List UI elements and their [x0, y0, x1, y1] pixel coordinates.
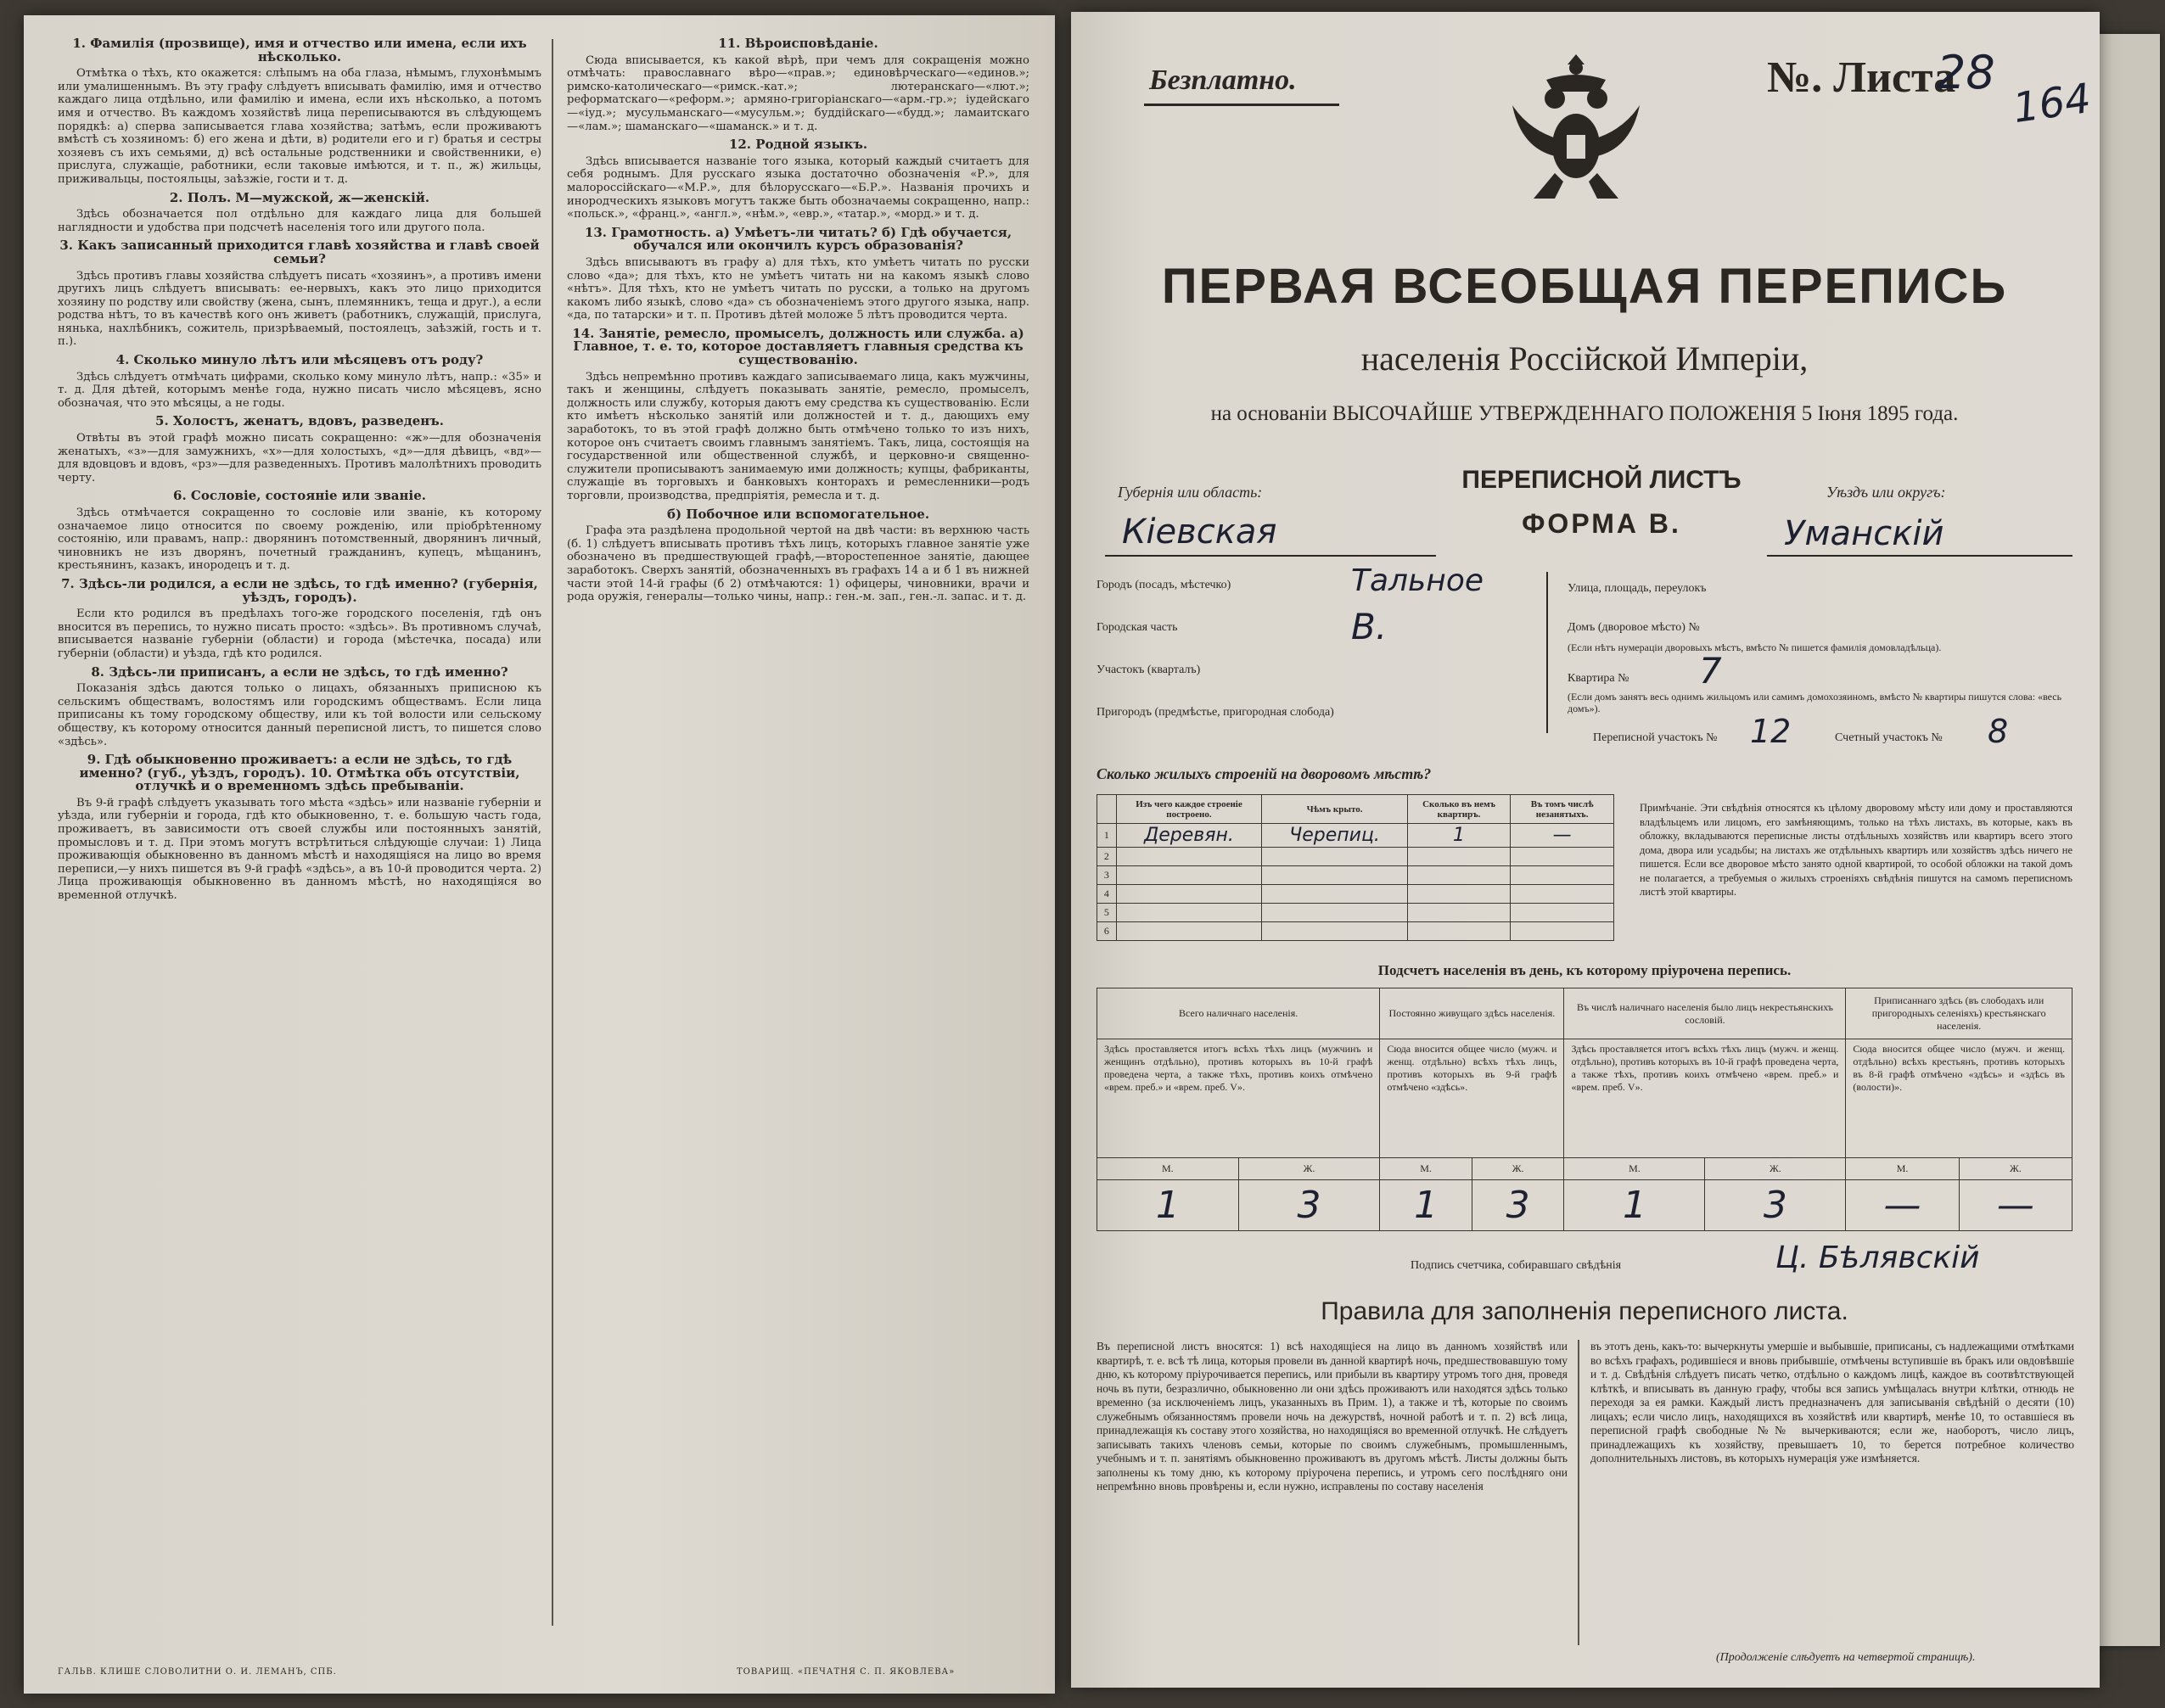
house-label: Домъ (дворовое мѣсто) №	[1568, 621, 1700, 634]
tally-m-value: 1	[1564, 1180, 1705, 1231]
buildings-col-flats: Сколько въ немъ квартиръ.	[1407, 795, 1510, 824]
column1-heading: 6. Сословіе, состояніе или званіе.	[173, 488, 426, 504]
tally-col-head: Постоянно живущаго здѣсь населенія.	[1380, 988, 1564, 1039]
column1-heading: 1. Фамилія (прозвище), имя и отчество или имена, если ихъ нѣсколько.	[72, 36, 527, 64]
tally-m-value: —	[1846, 1180, 1959, 1231]
left-page	[24, 15, 1055, 1694]
rules-left-column: Въ переписной листъ вносятся: 1) всѣ находящіеся на лицо въ данномъ хозяйствѣ или квартирѣ, т. е. всѣ тѣ лица, которыя провели въ данной квартирѣ ночь, предшествовавшую тому дню, къ которому пріурочивается перепись, или прибыли въ квартиру утромъ того дня, проведя ночь въ пути, безразлично, обыкновенно ли они здѣсь проживаютъ или находятся здѣсь только временно (за исключеніемъ лицъ, указанныхъ въ Прим. 1), а также и тѣ, которые по своимъ служебнымъ обязанностямъ провели ночь на дежурствѣ, ночной работѣ и т. п. 2) всѣ лица, принадлежащія къ составу этого хозяйства, но находящіяся во временной отлучкѣ. Не слѣдуетъ записывать такихъ членовъ семьи, которые по своимъ служебнымъ, промышленнымъ, учебнымъ и т. п. занятіямъ обыкновенно проживаютъ въ другомъ мѣстѣ. Листы должны быть заполнены къ тому дню, къ которому пріурочена перепись, и утромъ сего послѣдняго они непремѣнно вновь провѣрены и, если нужно, исправлены по составу населенія	[1097, 1340, 1568, 1492]
buildings-cell-vacant	[1511, 904, 1614, 922]
suburb-label: Пригородъ (предмѣстье, пригородная слобода)	[1097, 706, 1334, 719]
buildings-cell-material	[1116, 922, 1262, 941]
buildings-cell-n: 1	[1097, 824, 1117, 848]
column1-heading: 4. Сколько минуло лѣтъ или мѣсяцевъ отъ роду?	[115, 352, 484, 368]
column2-text: Здѣсь непремѣнно противъ каждаго записываемаго лица, какъ мужчины, такъ и женщины, слѣдуетъ показывать занятіе, ремесло, промыселъ, должность или службу, которыя даютъ ему средства къ существованію. Если кто имѣетъ нѣсколько занятій или должностей и т. д., дающихъ ему заработокъ, то въ этой графѣ должно быть отмѣчено только то изъ нихъ, которое онъ считаетъ своимъ главнымъ занятіемъ. Такъ, лица, состоящія на государственной или общественной службѣ, и церковно-и священно-служители прописываютъ занимаемую ими должность; купцы, фабриканты, служащіе въ торговыхъ и банковыхъ конторахъ и ремесленники—родъ торговли, производства, предпріятія, ремесла и т. д.	[567, 370, 1029, 502]
column1-heading: 3. Какъ записанный приходится главѣ хозяйства и главѣ своей семьи?	[59, 238, 540, 266]
instructions-column-2	[567, 32, 1029, 606]
uezd-value: Уманскій	[1784, 514, 1944, 553]
tally-m-label: М.	[1380, 1158, 1472, 1180]
city-part-label: Городская часть	[1097, 621, 1178, 634]
tally-m-label: М.	[1097, 1158, 1239, 1180]
buildings-cell-material	[1116, 866, 1262, 885]
buildings-row	[1097, 824, 1614, 848]
buildings-col-num	[1097, 795, 1117, 824]
column1-heading: 5. Холостъ, женатъ, вдовъ, разведенъ.	[155, 413, 444, 429]
tally-f-label: Ж.	[1238, 1158, 1380, 1180]
gubernia-line	[1105, 555, 1436, 557]
buildings-cell-n: 4	[1097, 885, 1117, 904]
buildings-row	[1097, 922, 1614, 941]
city-value: Тальное	[1351, 563, 1484, 598]
rules-divider	[1578, 1340, 1579, 1645]
column-divider	[552, 39, 553, 1626]
column1-text: Здѣсь противъ главы хозяйства слѣдуетъ писать «хозяинъ», а противъ имени другихъ лицъ слѣдуетъ вписывать: ее-нервыхъ, какъ это лицо приходится хозяину по родству или свойству (жена, сынъ, племянникъ, теща и друг.), а если родства нѣтъ, то въ качествѣ кого онъ живетъ (работникъ, служащій, прислуга, нянька, нахлѣбникъ, сожитель, призрѣваемый, постоялецъ, заѣзжій, гость и т. п.).	[58, 269, 541, 349]
sheet-number-label: №. Листа	[1767, 53, 1956, 102]
signature-value: Ц. Бѣлявскій	[1775, 1240, 1980, 1275]
buildings-col-roof: Чѣмъ крыто.	[1262, 795, 1408, 824]
buildings-cell-n: 6	[1097, 922, 1117, 941]
column1-text: Здѣсь отмѣчается сокращенно то сословіе или званіе, къ которому означаемое лицо относится по своему рожденію, или пріобрѣтенному состоянію, или правамъ, напр.: дворянинъ потомственный, дворянинъ личный, чиновникъ не изъ дворянъ, почетный гражданинъ, купецъ, мѣщанинъ, крестьянинъ, казакъ, инородецъ и т. д.	[58, 507, 541, 573]
column1-text: Здѣсь слѣдуетъ отмѣчать цифрами, сколько кому минуло лѣтъ, напр.: «35» и т. д. Для дѣтей, которымъ менѣе года, нужно писать число мѣсяцевъ, ясно обозначая, что это мѣсяцы, а не годы.	[58, 370, 541, 410]
column1-heading: 9. Гдѣ обыкновенно проживаетъ: а если не здѣсь, то гдѣ именно? (губ., уѣздъ, городъ). 10. Отмѣтка объ отсутствіи, отлучкѣ и о временномъ здѣсь пребываніи.	[79, 752, 520, 794]
column1-heading: 7. Здѣсь-ли родился, а если не здѣсь, то гдѣ именно? (губернія, уѣздъ, городъ).	[61, 575, 538, 605]
buildings-cell-flats	[1407, 848, 1510, 866]
column1-text: Если кто родился въ предѣлахъ того-же городского поселенія, гдѣ онъ вносится въ перепись, то нужно писать просто: «здѣсь». Въ противномъ случаѣ, вписывается названіе губерніи (области) и города (мѣстечка, посада) или губерніи (области) и уѣзда, гдѣ кто родился.	[58, 608, 541, 660]
column1-heading: 2. Полъ. М—мужской, ж—женскій.	[169, 189, 430, 205]
tally-col-head: Всего наличнаго населенія.	[1097, 988, 1380, 1039]
buildings-cell-flats	[1407, 922, 1510, 941]
tally-m-label: М.	[1564, 1158, 1705, 1180]
buildings-cell-material	[1116, 848, 1262, 866]
city-label: Городъ (посадъ, мѣстечко)	[1097, 579, 1231, 591]
buildings-cell-flats	[1407, 866, 1510, 885]
buildings-col-vacant: Въ томъ числѣ незанятыхъ.	[1511, 795, 1614, 824]
buildings-cell-flats: 1	[1407, 824, 1510, 848]
sheet-number-value: 28	[1937, 46, 1995, 99]
gubernia-value: Кіевская	[1122, 512, 1277, 552]
buildings-row	[1097, 904, 1614, 922]
tally-m-value: 1	[1380, 1180, 1472, 1231]
uezd-label: Уѣздъ или округъ:	[1826, 484, 1946, 501]
column1-text: Въ 9-й графѣ слѣдуетъ указывать того мѣста «здѣсь» или названіе губерніи и уѣзда, или губерніи и города, гдѣ кто обыкновенно, т. е. большую часть года, проживаетъ, въ зависимости отъ своей службы или постоянныхъ занятій, промысловъ и т. д. При этомъ могутъ встрѣтиться слѣдующіе случаи: 1) Лица проживающія обыкновенно въ данномъ мѣстѣ и находящіяся на лицо во время переписи,—у нихъ пишется въ 9-й графѣ «здѣсь», а въ 10-й проводится черта. 2) Лица проживающія обыкновенно въ данномъ мѣстѣ, но находящіяся во временной отлучкѣ.	[58, 796, 541, 903]
tally-col-head: Приписаннаго здѣсь (въ слободахъ или пригородныхъ селеніяхъ) крестьянскаго населенія.	[1846, 988, 2072, 1039]
buildings-cell-n: 2	[1097, 848, 1117, 866]
flat-note: (Если домъ занятъ весь однимъ жильцомъ или самимъ домохозяиномъ, вмѣсто № квартиры пишутся слова: «весь домъ»).	[1568, 691, 2062, 714]
flat-label: Квартира №	[1568, 672, 1629, 685]
tally-f-value: 3	[1472, 1180, 1564, 1231]
district-label: Участокъ (кварталъ)	[1097, 664, 1201, 676]
buildings-cell-flats	[1407, 904, 1510, 922]
column2-text: Здѣсь вписываютъ въ графу а) для тѣхъ, кто умѣетъ читать по русски слово «да»; для тѣхъ, кто не умѣетъ читать ни на какомъ языкѣ слово «нѣтъ». Для тѣхъ, кто не умѣетъ читать по русски, а только на другомъ какомъ либо языкѣ, слово «да» съ обозначеніемъ этого другого языка, напр. «да, по татарски» и т. п. Противъ дѣтей моложе 5 лѣтъ проводится черта.	[567, 255, 1029, 322]
rules-title: Правила для заполненія переписного листа.	[1321, 1297, 1848, 1325]
rules-continued: (Продолженіе слѣдуетъ на четвертой страницѣ).	[1716, 1651, 1976, 1664]
census-district-label: Переписной участокъ №	[1593, 731, 1718, 744]
tally-table	[1097, 988, 2072, 1231]
counting-district-label: Счетный участокъ №	[1835, 731, 1943, 744]
column2-text: Графа эта раздѣлена продольной чертой на двѣ части: въ верхнюю часть (б. 1) слѣдуетъ вписывать противъ тѣхъ лицъ, которыхъ главное занятіе уже обозначено въ предшествующей графѣ,—второстепенное занятіе, дающее заработокъ. Сверхъ занятій, обозначенныхъ въ графахъ 14 а и б 1 въ нижней части этой 14-й графы (б 2) отмѣчаются: 1) офицеры, чиновники, врачи и рода оружія, генералы—только чины, напр.: ген.-м. зап., ген.-л. запас. и т. д.	[567, 524, 1029, 604]
column2-heading: б) Побочное или вспомогательное.	[666, 506, 930, 522]
column1-text: Отвѣты въ этой графѣ можно писать сокращенно: «ж»—для обозначенія женатыхъ, «з»—для замужнихъ, «х»—для холостыхъ, «д»—для дѣвицъ, «вд»—для вдовцовъ и вдовъ, «рз»—для разведенныхъ. Противъ малолѣтнихъ проводить черту.	[58, 432, 541, 484]
tally-f-value: 3	[1238, 1180, 1380, 1231]
gubernia-label: Губернія или область:	[1118, 484, 1263, 501]
printer-footer-left: ГАЛЬВ. КЛИШЕ СЛОВОЛИТНИ О. И. ЛЕМАНЪ, СПБ.	[58, 1667, 337, 1677]
tally-title: Подсчетъ населенія въ день, къ которому пріурочена перепись.	[1377, 962, 1792, 978]
census-district-value: 12	[1750, 713, 1792, 750]
tally-col-desc: Сюда вносится общее число (мужч. и женщ. отдѣльно) всѣхъ крестьянъ, противъ которыхъ въ 8-й графѣ отмѣчено «здѣсь» и «здѣсь въ (волости)».	[1846, 1039, 2072, 1158]
tally-f-label: Ж.	[1959, 1158, 2072, 1180]
buildings-cell-material	[1116, 885, 1262, 904]
buildings-cell-vacant	[1511, 922, 1614, 941]
tally-col-desc: Сюда вносится общее число (мужч. и женщ. отдѣльно) всѣхъ тѣхъ лицъ, противъ которыхъ въ 9-й графѣ отмѣчено «здѣсь».	[1380, 1039, 1564, 1158]
house-note: (Если нѣтъ нумераціи дворовыхъ мѣстъ, вмѣсто № пишется фамилія домовладѣльца).	[1568, 641, 1942, 653]
column2-text: Сюда вписывается, къ какой вѣрѣ, при чемъ для сокращенія можно отмѣчать: православнаго вѣро—«прав.»; единовѣрческаго—«единов.»; римско-католическаго—«римск.-кат.»; лютеранскаго—«лют.»; реформатскаго—«реформ.»; армяно-григоріанскаго—«арм.-гр.»; іудейскаго—«іуд.»; мусульманскаго—«мусульм.»; буддійскаго—«будд.»; ламаитскаго—«лам.»; шаманскаго—«шаманск.» и т. д.	[567, 53, 1029, 133]
legal-basis: на основаніи ВЫСОЧАЙШЕ УТВЕРЖДЕННАГО ПОЛОЖЕНІЯ 5 Іюня 1895 года.	[1210, 402, 1959, 425]
buildings-cell-vacant	[1511, 866, 1614, 885]
census-title: ПЕРВАЯ ВСЕОБЩАЯ ПЕРЕПИСЬ	[1161, 259, 2008, 314]
sheet-title: ПЕРЕПИСНОЙ ЛИСТЪ	[1461, 466, 1742, 494]
tally-f-value: 3	[1705, 1180, 1846, 1231]
rules-right-column: въ этотъ день, какъ-то: вычеркнуты умершіе и выбывшіе, приписаны, съ надлежащими отмѣтками во всѣхъ графахъ, родившіеся и вновь прибывшіе, отмѣчены вступившіе въ бракъ или овдовѣвшіе и т. д. Свѣдѣнія слѣдуетъ писать четко, отдѣльно о каждомъ лицѣ, каждое въ соотвѣтствующей клѣткѣ, и вписывать въ данную графу, чтобы вся запись умѣщалась внутри клѣтки, отнюдь не переходя за ея рамки. Каждый листъ предназначенъ для записыванія свѣдѣній о десяти (10) лицахъ; если число лицъ, находящихся въ хозяйствѣ или квартирѣ, менѣе 10, то оставшіеся въ переписной графѣ свободные №№ вычеркиваются; если же, наоборотъ, число лицъ, принадлежащихъ къ хозяйству, превышаетъ 10, то берется потребное количество дополнительныхъ листовъ, въ которыхъ нумерація уже измѣняется.	[1590, 1340, 2074, 1464]
buildings-cell-roof	[1262, 922, 1408, 941]
tally-col-head: Въ числѣ наличнаго населенія было лицъ некрестьянскихъ сословій.	[1564, 988, 1846, 1039]
buildings-cell-flats	[1407, 885, 1510, 904]
free-label: Безплатно.	[1149, 64, 1297, 96]
tally-f-value: —	[1959, 1180, 2072, 1231]
buildings-cell-roof	[1262, 904, 1408, 922]
right-page	[1071, 12, 2100, 1688]
buildings-note: Примѣчаніе. Эти свѣдѣнія относятся къ цѣлому дворовому мѣсту или дому и проставляются владѣльцемъ или лицомъ, его замѣняющимъ, только на тѣхъ листахъ, въ которые, какъ въ обложку, вкладываются переписные листы отдѣльныхъ хозяйствъ или квартиръ всего этого дома, двора или усадьбы; на листахъ же отдѣльныхъ квартиръ или хозяйствъ здѣсь ничего не пишется. Если все дворовое мѣсто занято одной квартирой, то особой обложки на такой домъ не полагается, а требуемыя о жилыхъ строеніяхъ свѣдѣнія пишутся на самомъ переписномъ листѣ этой квартиры.	[1640, 802, 2072, 898]
uezd-line	[1767, 555, 2072, 557]
column2-heading: 14. Занятіе, ремесло, промыселъ, должность или служба. а) Главное, т. е. то, которое доставляетъ главныя средства къ существованію.	[572, 325, 1024, 368]
instructions-column-1	[58, 32, 541, 904]
column2-text: Здѣсь вписывается названіе того языка, который каждый считаетъ для себя роднымъ. Для русскаго языка достаточно обозначенія «Р.», для малороссійскаго—«М.Р.», для бѣлорусскаго—«Б.Р.». Названія прочихъ и инородческихъ языковъ могутъ также быть обозначаемы сокращенно, напр.: «польск.», «франц.», «англ.», «нѣм.», «евр.», «татар.», «морд.» и т. д.	[567, 154, 1029, 221]
column2-heading: 12. Родной языкъ.	[728, 137, 868, 153]
buildings-table	[1097, 794, 1614, 941]
city-part-value: В.	[1351, 606, 1388, 647]
buildings-col-material: Изъ чего каждое строеніе построено.	[1116, 795, 1262, 824]
census-subtitle: населенія Россійской Имперіи,	[1360, 339, 1809, 378]
tally-col-desc: Здѣсь проставляется итогъ всѣхъ тѣхъ лицъ (мужчинъ и женщинъ отдѣльно), противъ которыхъ въ 10-й графѣ проведена черта, а также тѣхъ, противъ коихъ отмѣчено «врем. преб.» и «врем. преб. V».	[1097, 1039, 1380, 1158]
double-headed-eagle-emblem	[1495, 46, 1657, 207]
buildings-cell-material: Деревян.	[1116, 824, 1262, 848]
form-title: ФОРМА В.	[1522, 508, 1681, 539]
free-underline	[1144, 104, 1339, 106]
flat-value: 7	[1699, 650, 1722, 692]
buildings-question: Сколько жилыхъ строеній на дворовомъ мѣстѣ?	[1097, 765, 1432, 782]
column2-heading: 11. Вѣроисповѣданіе.	[718, 36, 878, 51]
buildings-cell-roof	[1262, 848, 1408, 866]
buildings-cell-roof: Черепиц.	[1262, 824, 1408, 848]
column1-text: Отмѣтка о тѣхъ, кто окажется: слѣпымъ на оба глаза, нѣмымъ, глухонѣмымъ или умалишеннымъ. Въ эту графу слѣдуетъ вписывать фамилію, имя и отчество каждаго лица отдѣльно, или фамилію и имена, если ихъ нѣсколько, а потомъ имя и отчество. Въ каждомъ хозяйствѣ лица переписываются въ слѣдующемъ порядкѣ: а) сперва записывается глава хозяйства; затѣмъ, если проживаютъ вмѣстѣ съ хозяиномъ: б) его жена и дѣти, в) родители его и г) братья и сестры хозяевъ съ ихъ семьями, д) всѣ остальные родственники и свойственники, е) прислуга, служащіе, работники, если таковые имѣются, и т. п., ж) жильцы, приживальцы, постояльцы, заѣзжіе, гости и т. д.	[58, 67, 541, 186]
archive-corner-number: 164	[2010, 74, 2095, 133]
street-label: Улица, площадь, переулокъ	[1568, 582, 1707, 595]
column2-heading: 13. Грамотность. а) Умѣетъ-ли читать? б) Гдѣ обучается, обучался или окончилъ курсъ образованія?	[584, 224, 1012, 254]
signature-label: Подпись счетчика, собиравшаго свѣдѣнія	[1411, 1259, 1622, 1272]
column1-text: Здѣсь обозначается пол отдѣльно для каждаго лица для большей наглядности и удобства при подсчетѣ населенія того или другого пола.	[58, 208, 541, 234]
tally-m-label: М.	[1846, 1158, 1959, 1180]
buildings-row	[1097, 885, 1614, 904]
buildings-row	[1097, 866, 1614, 885]
tally-m-value: 1	[1097, 1180, 1239, 1231]
counting-district-value: 8	[1988, 713, 2009, 750]
buildings-cell-n: 5	[1097, 904, 1117, 922]
buildings-cell-roof	[1262, 885, 1408, 904]
buildings-row	[1097, 848, 1614, 866]
buildings-cell-vacant	[1511, 848, 1614, 866]
printer-footer-right: ТОВАРИЩ. «ПЕЧАТНЯ С. П. ЯКОВЛЕВА»	[737, 1667, 956, 1677]
column1-heading: 8. Здѣсь-ли приписанъ, а если не здѣсь, то гдѣ именно?	[91, 664, 508, 680]
address-divider	[1546, 572, 1548, 733]
buildings-cell-vacant	[1511, 885, 1614, 904]
tally-f-label: Ж.	[1705, 1158, 1846, 1180]
tally-f-label: Ж.	[1472, 1158, 1564, 1180]
column1-text: Показанія здѣсь даются только о лицахъ, обязанныхъ приписною къ сельскимъ обществамъ, волостямъ или городскимъ обществамъ. Если лица приписаны къ тому городскому обществу, или къ той волости или сельскому обществу, къ которому относится данный переписной листъ, то пишется слово «здѣсь».	[58, 682, 541, 748]
buildings-cell-vacant: —	[1511, 824, 1614, 848]
buildings-cell-n: 3	[1097, 866, 1117, 885]
tally-col-desc: Здѣсь проставляется итогъ всѣхъ тѣхъ лицъ (мужч. и женщ. отдѣльно), противъ которыхъ въ 10-й графѣ проведена черта, а также тѣхъ, противъ коихъ отмѣчено «врем. преб.» и «врем. преб. V».	[1564, 1039, 1846, 1158]
buildings-cell-material	[1116, 904, 1262, 922]
buildings-cell-roof	[1262, 866, 1408, 885]
